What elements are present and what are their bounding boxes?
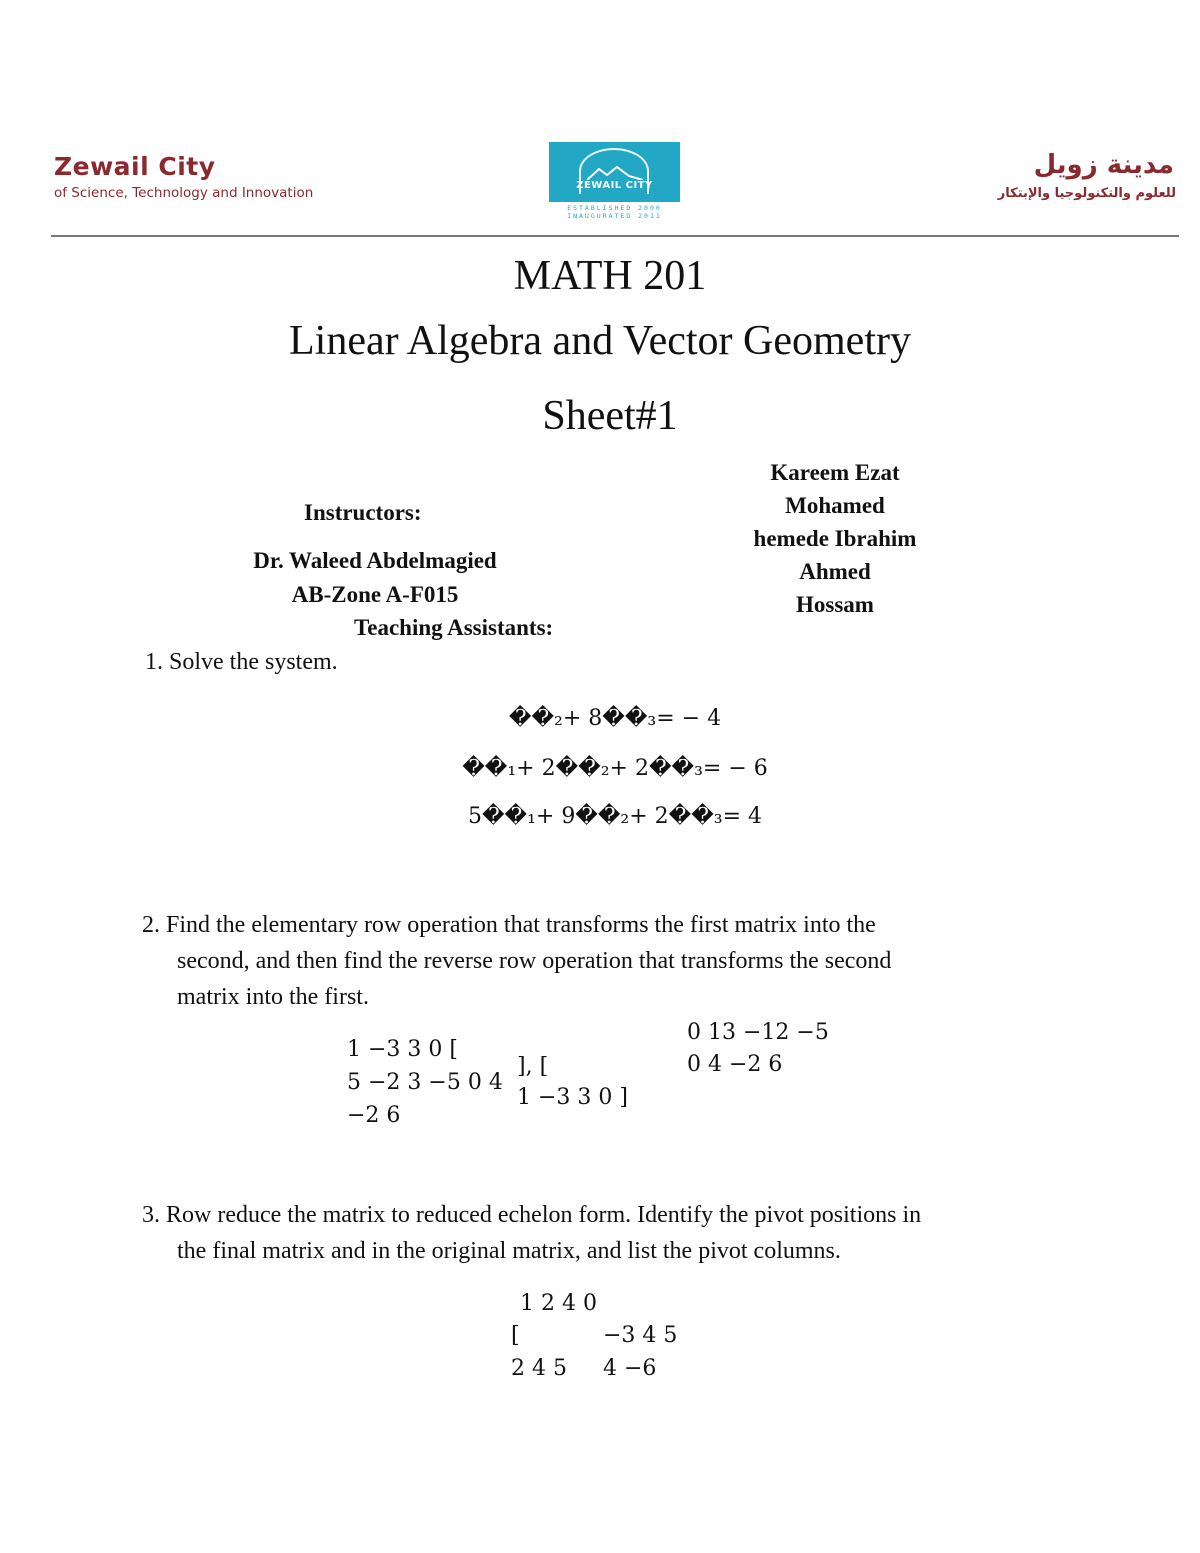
- matrix-c-row-3b: 4 −6: [603, 1356, 657, 1381]
- ta-name: Hossam: [796, 592, 874, 617]
- emblem-established: ESTABLISHED 2000: [567, 204, 662, 212]
- matrix-c-row-2: −3 4 5: [603, 1323, 678, 1348]
- sheet-title: Sheet#1: [542, 393, 678, 439]
- emblem-inaugurated: INAUGURATED 2011: [567, 212, 662, 220]
- instructor-office: AB-Zone A-F015: [291, 582, 459, 607]
- question-2-line-1: 2. Find the elementary row operation that transforms the first matrix into the: [142, 912, 876, 938]
- equation-2: ��₁+ 2��₂+ 2��₃= − 6: [462, 756, 768, 781]
- emblem-badge: [549, 142, 680, 202]
- ta-name: Kareem Ezat: [770, 460, 900, 485]
- equation-1: ��₂+ 8��₃= − 4: [508, 706, 722, 731]
- matrix-a-row-2: 5 −2 3 −5 0 4: [347, 1070, 503, 1095]
- matrix-b-row-bottom: 1 −3 3 0 ]: [517, 1085, 628, 1110]
- zewail-city-logo-subtitle: of Science, Technology and Innovation: [54, 185, 314, 201]
- instructor-name: Dr. Waleed Abdelmagied: [253, 548, 497, 573]
- instructors-label: Instructors:: [304, 500, 422, 525]
- matrix-c-bracket: [: [511, 1323, 520, 1348]
- header-divider: [51, 235, 1179, 237]
- question-3-line-2: the final matrix and in the original matrix, and list the pivot columns.: [177, 1238, 841, 1264]
- zewail-city-emblem: [549, 142, 680, 220]
- teaching-assistants-label: Teaching Assistants:: [354, 615, 554, 640]
- ta-name: hemede Ibrahim: [753, 526, 917, 551]
- matrix-a-row-3: −2 6: [347, 1103, 401, 1128]
- equation-3: 5��₁+ 9��₂+ 2��₃= 4: [467, 804, 763, 829]
- question-3-line-1: 3. Row reduce the matrix to reduced echelon form. Identify the pivot positions in: [142, 1202, 922, 1228]
- zewail-city-logo-title: Zewail City: [54, 152, 216, 181]
- question-2-line-2: second, and then find the reverse row operation that transforms the second: [177, 948, 892, 974]
- matrix-separator: ], [: [517, 1054, 549, 1079]
- question-1-text: 1. Solve the system.: [145, 649, 338, 675]
- matrix-b-row-2: 0 4 −2 6: [687, 1052, 783, 1077]
- course-code: MATH 201: [513, 253, 707, 299]
- question-2-line-3: matrix into the first.: [177, 984, 369, 1010]
- matrix-a-row-1: 1 −3 3 0 [: [347, 1037, 458, 1062]
- emblem-name: ZEWAIL CITY: [576, 180, 653, 191]
- ta-name: Mohamed: [785, 493, 885, 518]
- matrix-c-row-1: 1 2 4 0: [520, 1291, 597, 1316]
- matrix-c-row-3a: 2 4 5: [511, 1356, 567, 1381]
- zewail-city-arabic-title: مدينة زويل: [1033, 150, 1174, 180]
- mountain-icon: [587, 166, 643, 180]
- matrix-b-row-1: 0 13 −12 −5: [687, 1020, 829, 1045]
- ta-name: Ahmed: [799, 559, 871, 584]
- course-name: Linear Algebra and Vector Geometry: [289, 318, 911, 364]
- zewail-city-arabic-subtitle: للعلوم والتكنولوجيا والإبتكار: [997, 186, 1176, 201]
